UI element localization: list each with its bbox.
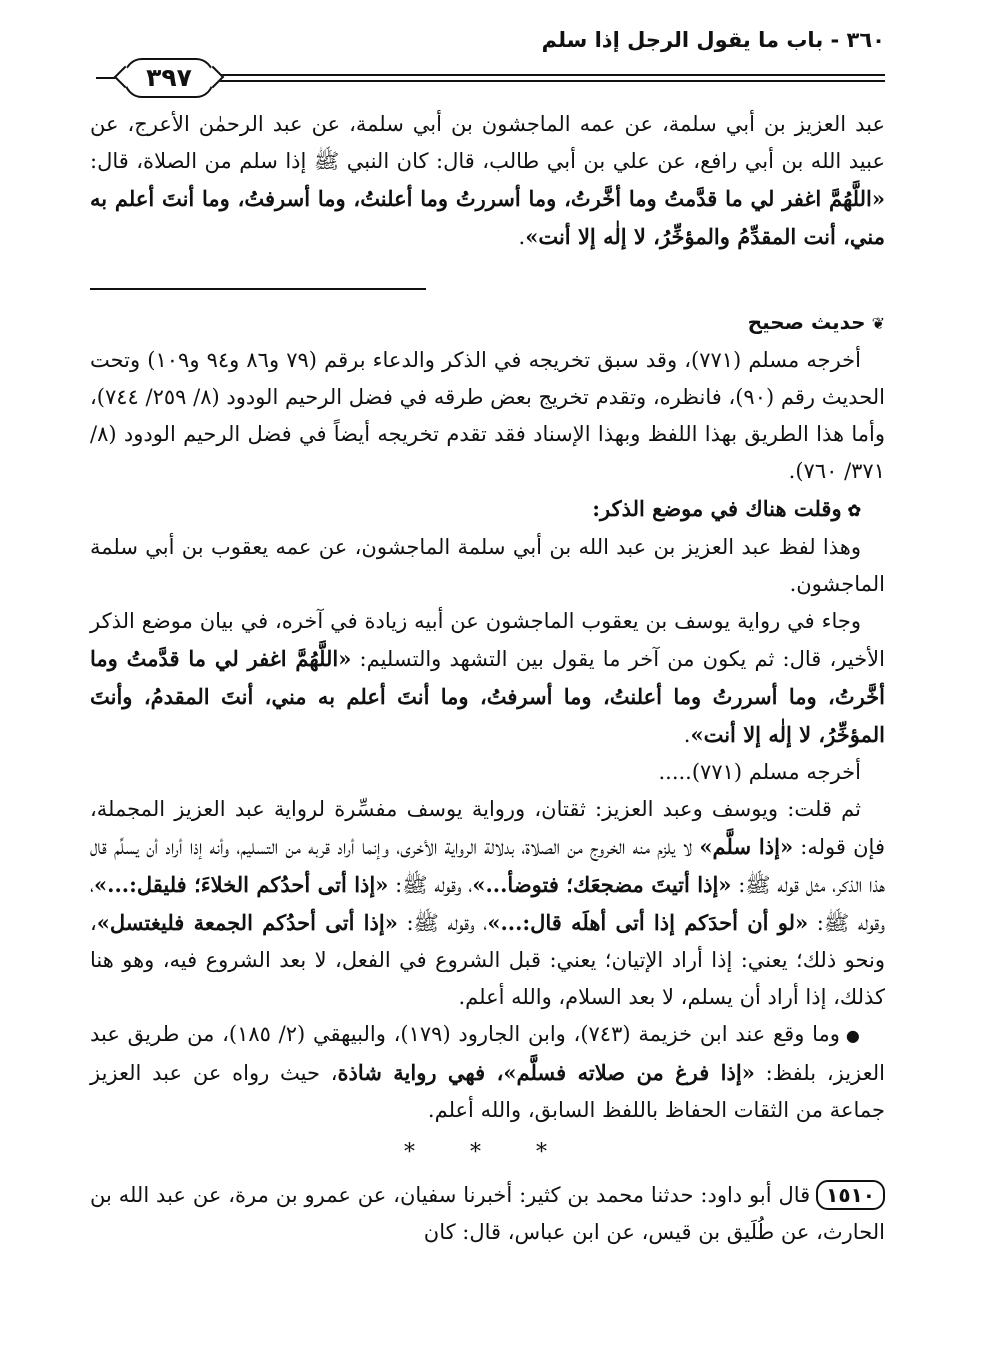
- yusuf-narration-paragraph: وجاء في رواية يوسف بن يعقوب الماجشون عن أبيه زيادة في آخره، في بيان موضع الذكر الأخير، قال: ثم يكون من آخر ما يقول بين التشهد والتسليم: «اللَّهُمَّ اغفر لي ما قدَّمتُ وما أخَّرتُ، وما أسررتُ وما أعلنتُ، وما أسرفتُ، وما أنتَ أعلم به مني، أنتَ المقدمُ، وأنتَ المؤخِّرُ، لا إلٰه إلا أنت».: [90, 609, 885, 747]
- flower-ornament-icon: ✿: [847, 501, 861, 520]
- shadh-paragraph: ●وما وقع عند ابن خزيمة (٧٤٣)، وابن الجارود (١٧٩)، والبيهقي (٢/ ١٨٥)، من طريق عبد العزيز، بلفظ: «إذا فرغ من صلاته فسلَّم»، فهي رواية شاذة، حيث رواه عن عبد العزيز جماعة من الثقات الحفاظ باللفظ السابق، والله أعلم.: [90, 1022, 885, 1122]
- hadith-number-badge: ١٥١٠: [816, 1180, 885, 1210]
- takhrij-paragraph: أخرجه مسلم (٧٧١)، وقد سبق تخريجه في الذكر والدعاء برقم (٧٩ و٨٦ و٩٤ و١٠٩) وتحت الحديث رقم (٩٠)، فانظره، وتقدم تخريج بعض طرقه في فضل الرحيم الودود (٨/ ٢٥٩/ ٧٤٤)، وأما هذا الطريق بهذا اللفظ وبهذا الإسناد فقد تقدم تخريجه أيضاً في فضل الرحيم الودود (٨/ ٣٧١/ ٧٦٠).: [90, 348, 885, 483]
- analysis-paragraph: ثم قلت: ويوسف وعبد العزيز: ثقتان، ورواية يوسف مفسِّرة لرواية عبد العزيز المجملة، فإن قوله: «إذا سلَّم» لا يلزم منه الخروج من الصلاة، بدلالة الرواية الأخرى، وإنما أراد قربه من التسليم، وأنه إذا أراد أن يسلِّم قال هذا الذكر، مثل قوله ﷺ: «إذا أتيتَ مضجعَك؛ فتوضأ...»، وقوله ﷺ: «إذا أتى أحدُكم الخلاءَ؛ فليقل:...»، وقوله ﷺ: «لو أن أحدَكم إذا أتى أهلَه قال:...»، وقوله ﷺ: «إذا أتى أحدُكم الجمعة فليغتسل»، ونحو ذلك؛ يعني: إذا أراد الإتيان؛ يعني: قبل الشروع في الفعل، لا بعد الشروع فيه، وهو هنا كذلك، إذا أراد أن يسلم، لا بعد السلام، والله أعلم.: [90, 797, 886, 1009]
- bullet-icon: ●: [845, 1026, 861, 1045]
- leaf-ornament-icon: ❦: [871, 314, 885, 333]
- header-rule-bottom: [212, 80, 885, 82]
- header-rule-top: [212, 74, 885, 76]
- next-hadith-paragraph: ١٥١٠قال أبو داود: حدثنا محمد بن كثير: أخبرنا سفيان، عن عمرو بن مرة، عن عبد الله بن الحارث، عن طُلَيق بن قيس، عن ابن عباس، قال: كان: [90, 1177, 885, 1251]
- footnote-separator: [90, 288, 426, 290]
- dua-quote-2: «اللَّهُمَّ اغفر لي ما قدَّمتُ وما أخَّرتُ، وما أسررتُ وما أعلنتُ، وما أسرفتُ، وما أنتَ أعلم به مني، أنتَ المقدمُ، وأنتَ المؤخِّرُ، لا إلٰه إلا أنت»: [90, 646, 885, 747]
- narration-paragraph: وهذا لفظ عبد العزيز بن عبد الله بن أبي سلمة الماجشون، عن عمه يعقوب بن أبي سلمة الماجشون.: [90, 535, 885, 596]
- page-body: [90, 106, 885, 1251]
- page-number-badge: ٣٩٧: [124, 58, 214, 98]
- dua-quote: «اللَّهُمَّ اغفر لي ما قدَّمتُ وما أخَّرتُ، وما أسررتُ وما أعلنتُ، وما أسرفتُ، وما أنتَ أعلم به مني، أنت المقدِّمُ والمؤخِّرُ، لا إلٰه إلا أنت»: [90, 186, 885, 249]
- grade-heading: ❦حديث صحيح: [747, 310, 885, 334]
- page-header: [100, 28, 885, 92]
- note-heading: ✿وقلت هناك في موضع الذكر:: [592, 496, 861, 521]
- hadith-text: عبد العزيز بن أبي سلمة، عن عمه الماجشون بن أبي سلمة، عن عبد الرحمٰن الأعرج، عن عبيد الله بن أبي رافع، عن علي بن أبي طالب، قال: كان النبي ﷺ إذا سلم من الصلاة، قال: «اللَّهُمَّ اغفر لي ما قدَّمتُ وما أخَّرتُ، وما أسررتُ وما أعلنتُ، وما أسرفتُ، وما أنتَ أعلم به مني، أنت المقدِّمُ والمؤخِّرُ، لا إلٰه إلا أنت».: [90, 112, 885, 249]
- chapter-title: ٣٦٠ - باب ما يقول الرجل إذا سلم: [541, 28, 885, 52]
- section-divider-stars: * * *: [404, 1140, 571, 1165]
- reference-line: أخرجه مسلم (٧٧١).....: [658, 760, 861, 784]
